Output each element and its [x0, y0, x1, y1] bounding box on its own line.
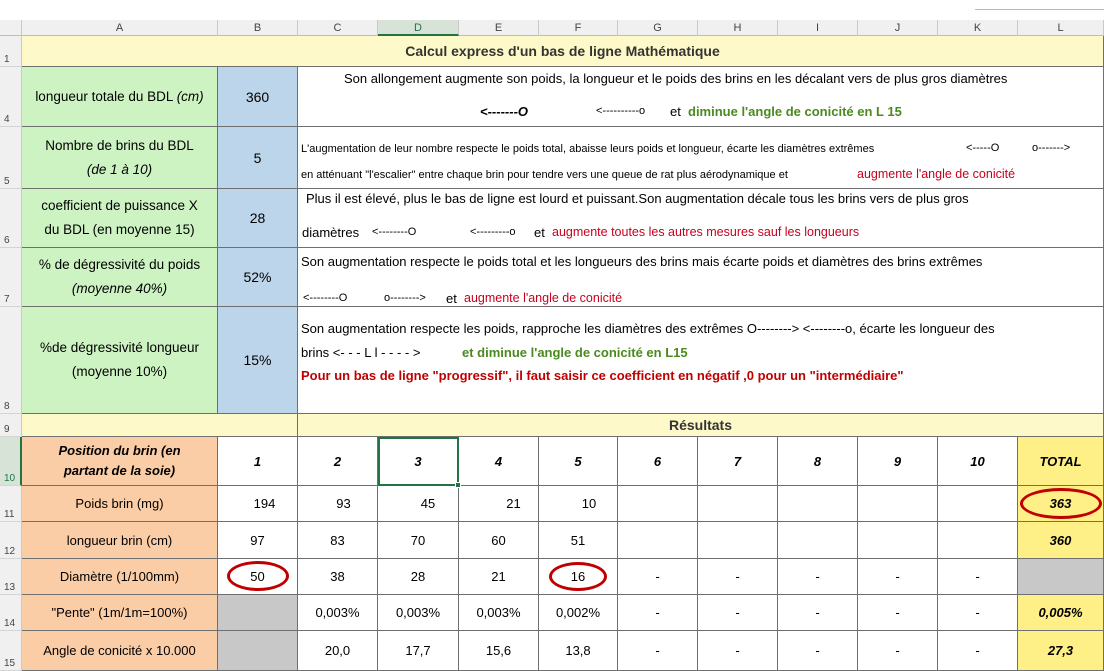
slope-9[interactable]: - [858, 595, 938, 631]
row-header-8[interactable]: 8 [0, 307, 22, 414]
description-length[interactable] [298, 67, 1104, 127]
description-ldeg-line2: brins <- - - L l - - - - > [301, 345, 421, 360]
diameter-2[interactable]: 38 [298, 559, 378, 595]
diameter-3[interactable]: 28 [378, 559, 459, 595]
diameter-7[interactable]: - [698, 559, 778, 595]
angle-3[interactable]: 17,7 [378, 631, 459, 671]
description-weight-red: augmente l'angle de conicité [464, 291, 623, 305]
description-length-green: diminue l'angle de conicité en L 15 [688, 104, 902, 119]
position-6[interactable]: 6 [618, 437, 698, 486]
length-2[interactable]: 83 [298, 522, 378, 559]
slope-10[interactable]: - [938, 595, 1018, 631]
length-6[interactable] [618, 522, 698, 559]
slope-3[interactable]: 0,003% [378, 595, 459, 631]
weight-8[interactable] [778, 486, 858, 522]
fill-handle[interactable] [455, 482, 461, 488]
slope-4[interactable]: 0,003% [459, 595, 539, 631]
angle-10[interactable]: - [938, 631, 1018, 671]
diameter-total[interactable] [1018, 559, 1104, 595]
length-9[interactable] [858, 522, 938, 559]
param-label-length-degressivity-hint: (moyenne 10%) [71, 364, 168, 379]
diameter-1[interactable]: 50 [218, 559, 298, 595]
row-header-6[interactable]: 6 [0, 189, 22, 248]
slope-6[interactable]: - [618, 595, 698, 631]
param-label-length-degressivity-text: %de dégressivité longueur [39, 340, 200, 355]
column-header-b[interactable]: B [218, 20, 298, 36]
row-label-slope[interactable]: "Pente" (1m/1m=100%) [22, 595, 218, 631]
column-header-g[interactable]: G [618, 20, 698, 36]
param-value-length-degressivity[interactable]: 15% [218, 307, 298, 414]
diameter-6[interactable]: - [618, 559, 698, 595]
param-label-strands-hint: (de 1 à 10) [86, 161, 153, 177]
diameter-4[interactable]: 21 [459, 559, 539, 595]
param-label-length-degressivity[interactable] [22, 307, 218, 414]
highlight-circle-diameter-5 [549, 562, 607, 591]
position-9[interactable]: 9 [858, 437, 938, 486]
description-ldeg-red: Pour un bas de ligne "progressif", il faut saisir ce coefficient en négatif ,0 pour un "intermédiaire" [301, 368, 904, 383]
column-header-c[interactable]: C [298, 20, 378, 36]
row-label-diameter[interactable]: Diamètre (1/100mm) [22, 559, 218, 595]
arrow-thick-left: <-------O [480, 104, 529, 119]
param-label-strands-text: Nombre de brins du BDL [45, 137, 194, 153]
param-label-length-unit: (cm) [176, 88, 204, 104]
description-length-et: et [670, 104, 681, 119]
position-10[interactable]: 10 [938, 437, 1018, 486]
row-label-angle[interactable]: Angle de conicité x 10.000 [22, 631, 218, 671]
length-3[interactable]: 70 [378, 522, 459, 559]
param-value-strands[interactable]: 5 [218, 127, 298, 189]
arrow-weight-left: <--------O [303, 292, 348, 304]
length-10[interactable] [938, 522, 1018, 559]
column-header-d[interactable]: D [378, 20, 459, 36]
length-total[interactable]: 360 [1018, 522, 1104, 559]
description-strands-line2: en atténuant "l'escalier" entre chaque brin pour tendre vers une queue de rat plus aérodynamique et [301, 169, 788, 181]
angle-4[interactable]: 15,6 [459, 631, 539, 671]
sheet-title[interactable]: Calcul express d'un bas de ligne Mathématique [22, 36, 1104, 67]
arrow-power-left: <--------O [372, 226, 417, 238]
row-header-1[interactable]: 1 [0, 36, 22, 67]
position-8[interactable]: 8 [778, 437, 858, 486]
description-power-red: augmente toutes les autres mesures sauf les longueurs [552, 225, 860, 239]
slope-2[interactable]: 0,003% [298, 595, 378, 631]
column-header-i[interactable]: I [778, 20, 858, 36]
arrow-thin-left: <----------o [596, 105, 646, 117]
column-header-f[interactable]: F [539, 20, 618, 36]
description-power-line2: diamètres [302, 225, 360, 240]
description-power-line1: Plus il est élevé, plus le bas de ligne est lourd et puissant.Son augmentation décale tous les brins vers de plus gros [306, 191, 969, 206]
length-8[interactable] [778, 522, 858, 559]
row-header-7[interactable]: 7 [0, 248, 22, 307]
weight-6[interactable] [618, 486, 698, 522]
row-header-12[interactable]: 12 [0, 522, 22, 559]
description-weight-degressivity[interactable] [298, 248, 1104, 307]
row-header-10[interactable]: 10 [0, 437, 22, 486]
length-5[interactable]: 51 [539, 522, 618, 559]
param-label-weight-degressivity-text: % de dégressivité du poids [38, 257, 201, 272]
position-header[interactable] [22, 437, 218, 486]
position-header-line2: partant de la soie) [63, 463, 176, 478]
description-length-degressivity[interactable] [298, 307, 1104, 414]
description-strands-line1: L'augmentation de leur nombre respecte le poids total, abaisse leurs poids et longueur, écarte les diamètres extrêmes [301, 143, 875, 155]
weight-2[interactable]: 93 [298, 486, 378, 522]
description-strands[interactable] [298, 127, 1104, 189]
param-label-strands[interactable] [22, 127, 218, 189]
length-1[interactable]: 97 [218, 522, 298, 559]
position-4[interactable]: 4 [459, 437, 539, 486]
param-label-length-text: longueur totale du BDL [35, 88, 173, 104]
angle-2[interactable]: 20,0 [298, 631, 378, 671]
position-7[interactable]: 7 [698, 437, 778, 486]
position-header-line1: Position du brin (en [58, 443, 181, 458]
weight-7[interactable] [698, 486, 778, 522]
row-header-13[interactable]: 13 [0, 559, 22, 595]
row-header-5[interactable]: 5 [0, 127, 22, 189]
angle-5[interactable]: 13,8 [539, 631, 618, 671]
param-label-power[interactable] [22, 189, 218, 248]
highlight-circle-diameter-1 [227, 561, 289, 591]
angle-6[interactable]: - [618, 631, 698, 671]
slope-1[interactable] [218, 595, 298, 631]
weight-4[interactable]: 21 [459, 486, 539, 522]
angle-9[interactable]: - [858, 631, 938, 671]
slope-5[interactable]: 0,002% [539, 595, 618, 631]
param-label-power-text: coefficient de puissance X [41, 198, 198, 213]
description-weight-et: et [446, 291, 457, 306]
description-strands-red: augmente l'angle de conicité [857, 167, 1016, 181]
position-3[interactable]: 3 [378, 437, 459, 486]
angle-1[interactable] [218, 631, 298, 671]
description-weight-line1: Son augmentation respecte le poids total et les longueurs des brins mais écarte poids et diamètres des brins extrêmes [301, 254, 983, 269]
param-value-weight-degressivity[interactable]: 52% [218, 248, 298, 307]
diameter-10[interactable]: - [938, 559, 1018, 595]
select-all-corner[interactable] [0, 20, 22, 36]
highlight-circle-total-weight [1020, 488, 1102, 519]
column-header-j[interactable]: J [858, 20, 938, 36]
diameter-5[interactable]: 16 [539, 559, 618, 595]
weight-5[interactable]: 10 [539, 486, 618, 522]
slope-7[interactable]: - [698, 595, 778, 631]
description-power[interactable] [298, 189, 1104, 248]
arrow-power-left-thin: <---------o [470, 226, 516, 238]
row-header-15[interactable]: 15 [0, 631, 22, 671]
results-title[interactable]: Résultats [298, 414, 1104, 437]
active-cell-selection [378, 437, 459, 486]
arrow-strands-left: <-----O [966, 142, 1000, 154]
length-7[interactable] [698, 522, 778, 559]
row-label-weight[interactable]: Poids brin (mg) [22, 486, 218, 522]
column-header-a[interactable]: A [22, 20, 218, 36]
column-header-k[interactable]: K [938, 20, 1018, 36]
row-header-14[interactable]: 14 [0, 595, 22, 631]
param-label-power-hint: du BDL (en moyenne 15) [44, 222, 195, 237]
arrow-weight-right: o--------> [384, 292, 426, 304]
param-value-power[interactable]: 28 [218, 189, 298, 248]
diameter-9[interactable]: - [858, 559, 938, 595]
length-4[interactable]: 60 [459, 522, 539, 559]
weight-3[interactable]: 45 [378, 486, 459, 522]
row-header-9[interactable]: 9 [0, 414, 22, 437]
slope-total[interactable]: 0,005% [1018, 595, 1104, 631]
row-label-length[interactable]: longueur brin (cm) [22, 522, 218, 559]
diameter-8[interactable]: - [778, 559, 858, 595]
description-power-et: et [534, 225, 545, 240]
param-label-weight-degressivity-hint: (moyenne 40%) [71, 281, 168, 296]
param-label-weight-degressivity[interactable] [22, 248, 218, 307]
weight-total[interactable]: 363 [1018, 486, 1104, 522]
param-label-length[interactable] [22, 67, 218, 127]
column-header-e[interactable]: E [459, 20, 539, 36]
results-spacer[interactable] [22, 414, 298, 437]
position-1[interactable]: 1 [218, 437, 298, 486]
row-header-4[interactable]: 4 [0, 67, 22, 127]
total-header[interactable]: TOTAL [1018, 437, 1104, 486]
formula-bar-area [0, 0, 1104, 20]
slope-8[interactable]: - [778, 595, 858, 631]
angle-total[interactable]: 27,3 [1018, 631, 1104, 671]
angle-7[interactable]: - [698, 631, 778, 671]
param-value-length[interactable]: 360 [218, 67, 298, 127]
description-ldeg-line1: Son augmentation respecte les poids, rapproche les diamètres des extrêmes O--------> <--------o, écarte les longueur des [301, 321, 995, 336]
row-header-11[interactable]: 11 [0, 486, 22, 522]
position-5[interactable]: 5 [539, 437, 618, 486]
description-ldeg-green: et diminue l'angle de conicité en L15 [462, 345, 688, 360]
weight-10[interactable] [938, 486, 1018, 522]
description-length-line1: Son allongement augmente son poids, la longueur et le poids des brins en les décalant vers de plus gros diamètres [344, 71, 1008, 86]
weight-1[interactable]: 194 [218, 486, 298, 522]
column-header-l[interactable]: L [1018, 20, 1104, 36]
arrow-strands-right: o-------> [1032, 142, 1071, 154]
column-header-h[interactable]: H [698, 20, 778, 36]
position-2[interactable]: 2 [298, 437, 378, 486]
weight-9[interactable] [858, 486, 938, 522]
angle-8[interactable]: - [778, 631, 858, 671]
